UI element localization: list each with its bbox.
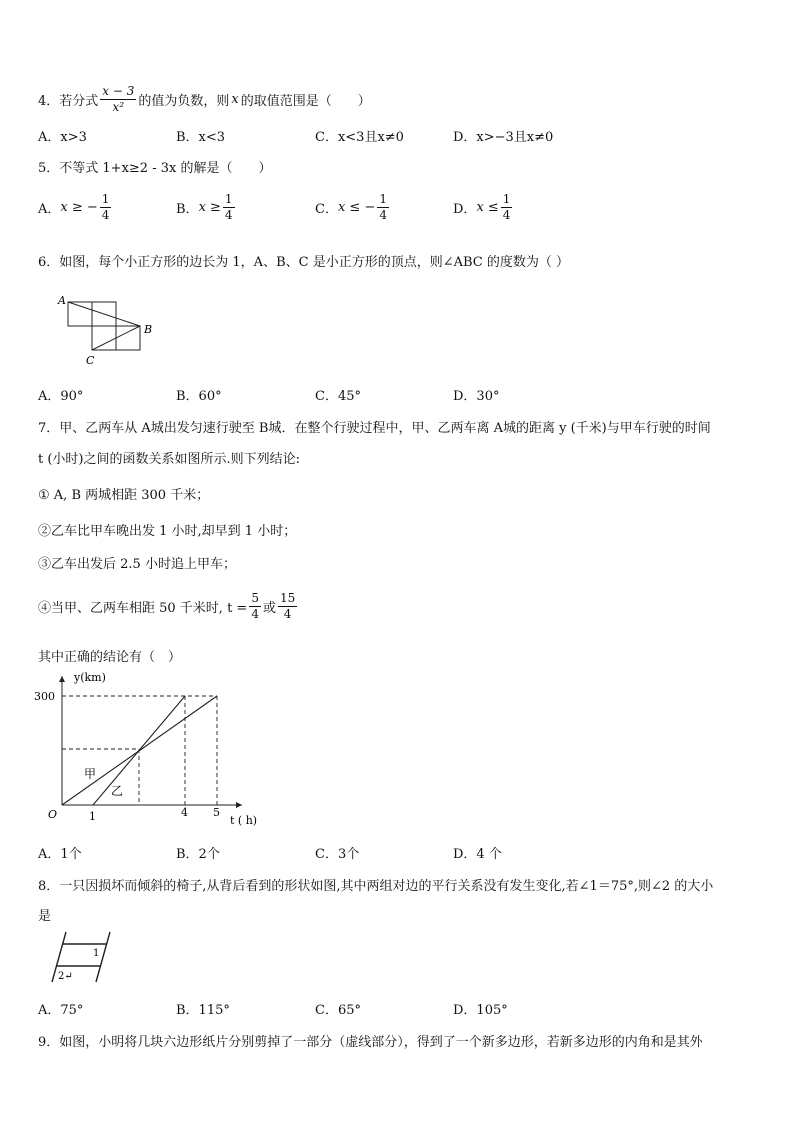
q4-option-a: A．x>3 — [38, 130, 87, 145]
q7-label-yi: 乙 — [111, 784, 124, 798]
q4-stem-b: 的值为负数，则 — [138, 93, 230, 109]
q7-s4-f1-den: 4 — [251, 606, 259, 621]
q8-line1: 8．一只因损坏而倾斜的椅子,从背后看到的形状如图,其中两组对边的平行关系没有发生变化,若∠1＝75°,则∠2 的大小 — [38, 879, 714, 894]
q5-option-a-label: A． — [38, 202, 61, 217]
q7-s4-or: 或 — [262, 600, 276, 616]
q7-s4-text: ④当甲、乙两车相距 50 千米时, t = — [38, 600, 248, 616]
q7-line-yi — [93, 696, 185, 805]
q4-fraction — [100, 84, 136, 115]
q5-option-d-expr: x ≤ — [476, 200, 499, 215]
q7-x-label: t ( h) — [230, 814, 258, 827]
q7-s4-f2-num: 15 — [279, 590, 296, 605]
q5-option-b — [176, 192, 237, 223]
q7-y-label: y(km) — [74, 671, 106, 684]
q8-angle-1: 1 — [93, 948, 100, 959]
q7-origin: O — [48, 808, 58, 821]
q4-stem-c: 的取值范围是（ ） — [240, 93, 371, 109]
q4-frac-den: x² — [112, 99, 125, 114]
q5-option-d-den: 4 — [502, 208, 511, 222]
q7-line1: 7．甲、乙两车从 A城出发匀速行驶至 B城．在整个行驶过程中，甲、乙两车离 A城的距离 y (千米)与甲车行驶的时间 — [38, 421, 711, 436]
q8-option-d: D．105° — [453, 1003, 508, 1018]
q5-stem: 5．不等式 1+x≥2 - 3x 的解是（ ） — [38, 161, 272, 176]
q6-option-c: C．45° — [315, 389, 361, 404]
q5-option-c-expr: x ≤ − — [337, 200, 376, 215]
q6-stem: 6．如图，每个小正方形的边长为 1，A、B、C 是小正方形的顶点，则∠ABC 的度数为（ ） — [38, 255, 569, 270]
q5-option-a — [38, 192, 113, 223]
q8-option-b: B．115° — [176, 1003, 230, 1018]
q5-option-a-den: 4 — [101, 208, 110, 222]
q7-statement-4 — [38, 586, 299, 626]
q4-stem — [38, 80, 371, 118]
q5-option-d-label: D． — [453, 202, 477, 217]
q7-y-300: 300 — [34, 690, 55, 703]
q7-question: 其中正确的结论有（ ） — [38, 650, 182, 665]
q7-line2: t (小时)之间的函数关系如图所示.则下列结论: — [38, 452, 301, 467]
q8-line2: 是 — [38, 909, 52, 924]
q5-option-c — [315, 192, 391, 223]
q4-option-d: D．x>−3且x≠0 — [453, 130, 554, 145]
q5-option-b-expr: x ≥ — [198, 200, 221, 215]
q6-label-a: A — [58, 294, 66, 307]
q6-option-a: A．90° — [38, 389, 84, 404]
q8-option-a: A．75° — [38, 1003, 84, 1018]
q6-option-d: D．30° — [453, 389, 500, 404]
q6-label-c: C — [86, 354, 95, 367]
q8-angle-2: 2↵ — [58, 971, 73, 982]
q4-stem-a: 4．若分式 — [38, 93, 99, 109]
q5-option-b-label: B． — [176, 202, 199, 217]
q8-option-c: C．65° — [315, 1003, 361, 1018]
q6-grid-figure — [54, 292, 164, 368]
q5-option-d — [453, 192, 514, 223]
q5-option-b-den: 4 — [224, 208, 233, 222]
q6-label-b: B — [144, 323, 153, 336]
q7-x-4: 4 — [181, 806, 188, 819]
q5-option-a-num: 1 — [101, 192, 110, 206]
q5-option-b-num: 1 — [224, 192, 233, 206]
q7-option-a: A．1个 — [38, 847, 82, 862]
q5-option-d-num: 1 — [502, 192, 511, 206]
q4-frac-num: x − 3 — [102, 83, 135, 98]
q7-statement-2: ②乙车比甲车晚出发 1 小时,却早到 1 小时； — [38, 524, 297, 539]
q7-x-5: 5 — [213, 806, 220, 819]
q7-s4-f2-den: 4 — [283, 606, 292, 621]
q4-option-c: C．x<3且x≠0 — [315, 130, 404, 145]
q5-option-a-expr: x ≥ − — [60, 200, 98, 215]
q9-line1: 9．如图，小明将几块六边形纸片分别剪掉了一部分（虚线部分），得到了一个新多边形，若新多边形的内角和是其外 — [38, 1035, 703, 1050]
q5-option-c-num: 1 — [379, 192, 387, 206]
q7-statement-3: ③乙车出发后 2.5 小时追上甲车； — [38, 557, 236, 572]
q4-var: x — [231, 91, 239, 107]
q8-chair-figure — [44, 928, 118, 986]
q7-option-d: D．4 个 — [453, 847, 502, 862]
q7-graph — [30, 668, 280, 838]
q6-option-b: B．60° — [176, 389, 222, 404]
q7-x-1: 1 — [89, 810, 96, 823]
q7-s4-f1-num: 5 — [251, 590, 259, 605]
q7-option-b: B．2个 — [176, 847, 220, 862]
q4-option-b: B．x<3 — [176, 130, 226, 145]
q7-option-c: C．3个 — [315, 847, 360, 862]
q5-option-c-label: C． — [315, 202, 338, 217]
q7-label-jia: 甲 — [84, 767, 97, 781]
q7-statement-1: ① A, B 两城相距 300 千米； — [38, 488, 210, 503]
q5-option-c-den: 4 — [379, 208, 387, 222]
